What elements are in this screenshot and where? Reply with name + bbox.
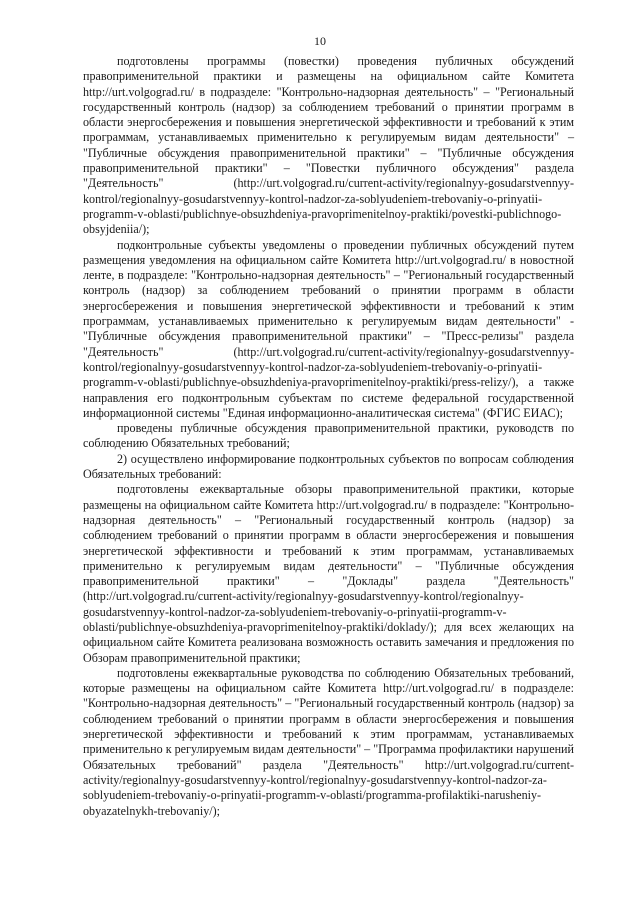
document-body — [83, 54, 574, 819]
paragraph-quarterly-reviews: подготовлены ежеквартальные обзоры правоприменительной практики, которые размещены на официальном сайте Комитета http://urt.volgograd.ru/ в подразделе: "Контрольно-надзорная деятельность" – "Региональный государственный контроль (надзор) за соблюдением требований о принятии программ в области энергосбережения и повышения энергетической эффективности и требований к этим программам, устанавливаемых применительно к регулируемым видам деятельности" – "Публичные обсуждения правоприменительной практики" – "Доклады" раздела "Деятельность" (http://urt.volgograd.ru/current-activity/regionalnyy-gosudarstvennyy-kontrol/regionalnyy-gosudarstvennyy-kontrol-nadzor-za-soblyudeniem-trebovaniy-o-prinyatii-programm-v-oblasti/publichnye-obsuzhdeniya-pravoprimenitelnoy-praktiki/doklady/); для всех желающих на официальном сайте Комитета реализована возможность оставить замечания и предложения по Обзорам правоприменительной практики; — [83, 482, 574, 665]
paragraph-quarterly-guides: подготовлены ежеквартальные руководства по соблюдению Обязательных требований, которые размещены на официальном сайте Комитета http://urt.volgograd.ru/ в подразделе: "Контрольно-надзорная деятельность" – "Региональный государственный контроль (надзор) за соблюдением требований о принятии программ в области энергосбережения и повышения энергетической эффективности и требований к этим программам, устанавливаемых применительно к регулируемым видам деятельности" – "Программа профилактики нарушений Обязательных требований" раздела "Деятельность" http://urt.volgograd.ru/current-activity/regionalnyy-gosudarstvennyy-kontrol/regionalnyy-gosudarstvennyy-kontrol-nadzor-za-soblyudeniem-trebovaniy-o-prinyatii-programm-v-oblasti/programma-profilaktiki-narusheniy-obyazatelnykh-trebovaniy/); — [83, 665, 574, 818]
paragraph-informing: 2) осуществлено информирование подконтрольных субъектов по вопросам соблюдения Обязательных требований: — [83, 451, 574, 482]
paragraph-public-discussions: проведены публичные обсуждения правоприменительной практики, руководств по соблюдению Обязательных требований; — [83, 421, 574, 451]
paragraph-agendas: подготовлены программы (повестки) проведения публичных обсуждений правоприменительной практики и размещены на официальном сайте Комитета http://urt.volgograd.ru/ в подразделе: "Контрольно-надзорная деятельность" – "Региональный государственный контроль (надзор) за соблюдением требований о принятии программ в области энергосбережения и повышения энергетической эффективности и требований к этим программам, устанавливаемых применительно к регулируемым видам деятельности" – "Публичные обсуждения правоприменительной практики" – "Публичные обсуждения правоприменительной практики" – "Повестки публичного обсуждения" раздела "Деятельность" (http://urt.volgograd.ru/current-activity/regionalnyy-gosudarstvennyy-kontrol/regionalnyy-gosudarstvennyy-kontrol-nadzor-za-soblyudeniem-trebovaniy-o-prinyatii-programm-v-oblasti/publichnye-obsuzhdeniya-pravoprimenitelnoy-praktiki/povestki-publichnogo-obsyjdeniia/); — [83, 54, 574, 237]
page-number: 10 — [314, 34, 326, 48]
paragraph-notification: подконтрольные субъекты уведомлены о проведении публичных обсуждений путем размещения уведомления на официальном сайте Комитета http://urt.volgograd.ru/ в новостной ленте, в подразделе: "Контрольно-надзорная деятельность" – "Региональный государственный контроль (надзор) за соблюдением требований о принятии программ в области энергосбережения и повышения энергетической эффективности и требований к этим программам, устанавливаемых применительно к регулируемым видам деятельности" - "Публичные обсуждения правоприменительной практики" – "Пресс-релизы" раздела "Деятельность" (http://urt.volgograd.ru/current-activity/regionalnyy-gosudarstvennyy-kontrol/regionalnyy-gosudarstvennyy-kontrol-nadzor-za-soblyudeniem-trebovaniy-o-prinyatii-programm-v-oblasti/publichnye-obsuzhdeniya-pravoprimenitelnoy-praktiki/press-relizy/), а также направления его подконтрольным субъектам по системе федеральной государственной информационной системы "Единая информационно-аналитическая система" (ФГИС ЕИАС); — [83, 237, 574, 420]
